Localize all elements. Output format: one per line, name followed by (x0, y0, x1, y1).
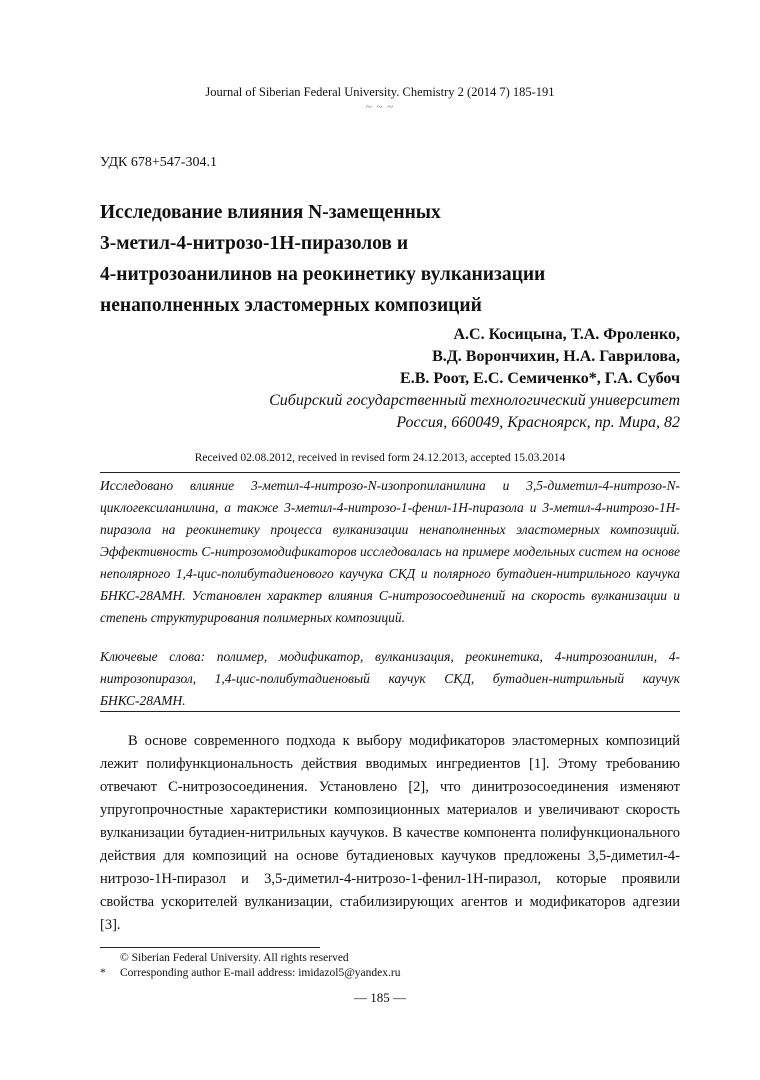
copyright-text: © Siberian Federal University. All rights reserved (120, 952, 349, 964)
affiliation-line: Сибирский государственный технологический университет (269, 392, 680, 409)
affiliation (269, 390, 680, 434)
title-line: 4-нитрозоанилинов на реокинетику вулканизации (100, 264, 546, 285)
received-dates: Received 02.08.2012, received in revised form 24.12.2013, accepted 15.03.2014 (194, 452, 566, 464)
abstract-top-rule (100, 472, 680, 473)
abstract-text: Исследовано влияние 3-метил-4-нитрозо-N-изопропиланилина и 3,5-диметил-4-нитрозо-N-циклогексиланилина, а также 3-метил-4-нитрозо-1-фенил-1H-пиразола и 3-метил-4-нитрозо-1H-пиразола на реокинетику процесса вулканизации ненаполненных эластомерных композиций. Эффективность С-нитрозомодификаторов исследовалась на примере модельных систем на основе неполярного 1,4-цис-полибутадиенового каучука СКД и полярного бутадиен-нитрильного каучука БНКС-28АМН. Установлен характер влияния С-нитрозосоединений на скорость вулканизации и степень структурирования полимерных композиций. (100, 478, 680, 625)
title-line: Исследование влияния N-замещенных (100, 202, 441, 223)
author-list (400, 324, 680, 390)
journal-header: Journal of Siberian Federal University. Chemistry 2 (2014 7) 185-191 (205, 85, 555, 99)
corresponding-author-email: Corresponding author E-mail address: imidazol5@yandex.ru (120, 967, 401, 979)
footnote-rule (100, 947, 320, 948)
body-paragraph: В основе современного подхода к выбору модификаторов эластомерных композиций лежит полифункциональность действия вводимых ингредиентов [1]. Этому требованию отвечают С-нитрозосоединения. Установлено [2], что динитрозосоединения изменяют упругопрочностные характеристики композиционных материалов и увеличивают скорость вулканизации бутадиен-нитрильных каучуков. В качестве компонента полифункционального действия для композиций на основе бутадиеновых каучуков предложены 3,5-диметил-4-нитрозо-1H-пиразол и 3,5-диметил-4-нитрозо-1-фенил-1H-пиразол, которые проявили свойства ускорителей вулканизации, стабилизирующих агентов и модификаторов адгезии [3]. (100, 733, 680, 933)
body-text (100, 730, 680, 937)
footnotes (100, 951, 400, 981)
footnote-corresponding (100, 966, 400, 981)
keywords-text: Ключевые слова: полимер, модификатор, вулканизация, реокинетика, 4-нитрозоанилин, 4-нитрозопиразол, 1,4-цис-полибутадиеновый каучук СКД, бутадиен-нитрильный каучук БНКС-28АМН. (100, 649, 680, 708)
article-title (100, 197, 660, 321)
footnote-copyright (100, 951, 400, 966)
page-number: — 185 — (354, 990, 406, 1005)
authors-line: А.С. Косицына, Т.А. Фроленко, (453, 326, 680, 343)
title-line: 3-метил-4-нитрозо-1H-пиразолов и (100, 233, 409, 254)
authors-line: Е.В. Роот, Е.С. Семиченко*, Г.А. Субоч (400, 370, 680, 387)
authors-line: В.Д. Ворончихин, Н.А. Гаврилова, (432, 348, 680, 365)
header-ornament: ~ ~ ~ (365, 101, 395, 113)
title-line: ненаполненных эластомерных композиций (100, 295, 482, 316)
abstract-bottom-rule (100, 711, 680, 712)
udk-code: УДК 678+547-304.1 (100, 155, 217, 170)
footnote-asterisk: * (100, 967, 106, 979)
affiliation-line: Россия, 660049, Красноярск, пр. Мира, 82 (396, 414, 680, 431)
